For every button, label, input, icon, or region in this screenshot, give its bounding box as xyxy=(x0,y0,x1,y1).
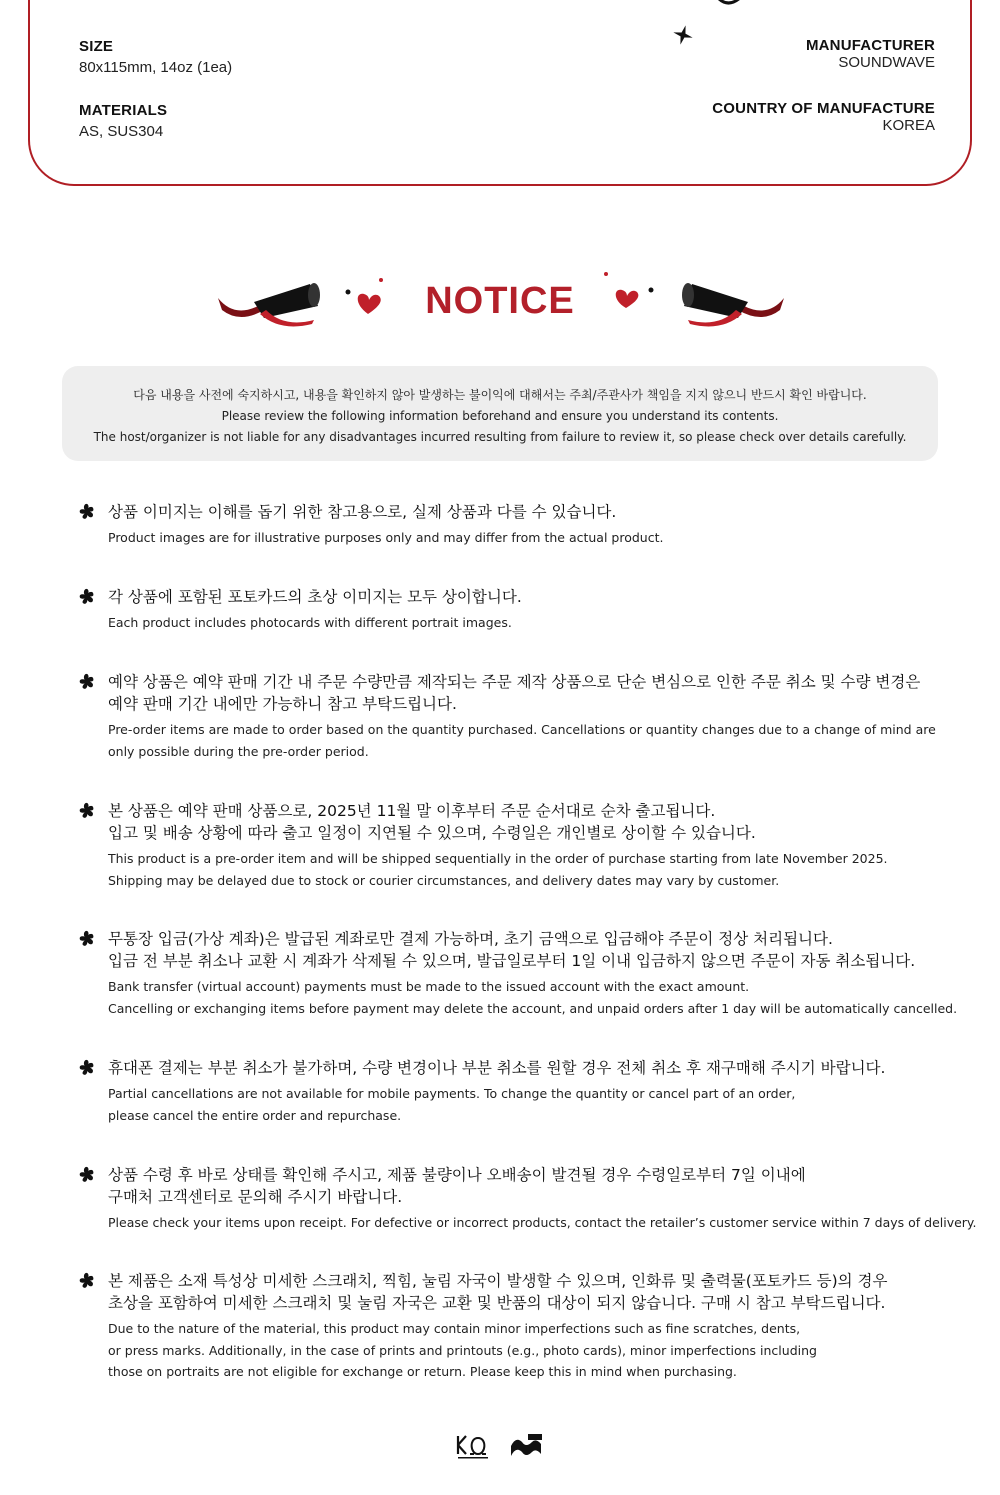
footer-logos xyxy=(0,1432,1000,1462)
notice-intro-box xyxy=(62,366,938,461)
country-label: COUNTRY OF MANUFACTURE xyxy=(712,100,935,117)
item-ko-line: 입금 전 부분 취소나 교환 시 계좌가 삭제될 수 있으며, 발급일로부터 1일 이내 입금하지 않으면 주문이 자동 취소됩니다. xyxy=(108,952,916,970)
item-ko-line: 무통장 입금(가상 계좌)은 발급된 계좌로만 결제 가능하며, 초기 금액으로 입금해야 주문이 정상 처리됩니다. xyxy=(108,930,833,948)
manufacturer-value: SOUNDWAVE xyxy=(838,54,935,71)
flower-bullet-icon xyxy=(78,1166,95,1183)
size-label: SIZE xyxy=(79,38,114,55)
item-en-line: those on portraits are not eligible for exchange or return. Please keep this in mind when purchasing. xyxy=(108,1364,737,1379)
flower-bullet-icon xyxy=(78,1059,95,1076)
intro-en-2: The host/organizer is not liable for any disadvantages incurred resulting from failure to review it, so please check over details carefully. xyxy=(93,430,907,444)
item-en-line: Pre-order items are made to order based on the quantity purchased. Cancellations or quantity changes due to a change of mind are xyxy=(108,722,936,737)
spec-card xyxy=(28,0,972,186)
spec-country xyxy=(712,100,935,134)
item-en-line: Bank transfer (virtual account) payments must be made to the issued account with the exact amount. xyxy=(108,979,750,994)
notice-item-3 xyxy=(78,671,958,762)
notice-item-2 xyxy=(78,586,958,634)
spec-manufacturer xyxy=(806,37,935,71)
item-ko-line: 본 제품은 소재 특성상 미세한 스크래치, 찍힘, 눌림 자국이 발생할 수 있으며, 인화류 및 출력물(포토카드 등)의 경우 xyxy=(108,1272,888,1290)
materials-value: AS, SUS304 xyxy=(79,123,164,140)
decoration-stroke-icon xyxy=(716,0,742,10)
item-ko-line: 초상을 포함하여 미세한 스크래치 및 눌림 자국은 교환 및 반품의 대상이 되지 않습니다. 구매 시 참고 부탁드립니다. xyxy=(108,1294,886,1312)
item-en-line: Cancelling or exchanging items before payment may delete the account, and unpaid orders after 1 day will be automatically cancelled. xyxy=(108,1000,958,1016)
item-ko-line: 본 상품은 예약 판매 상품으로, 2025년 11월 말 이후부터 주문 순서대로 순차 출고됩니다. xyxy=(108,802,716,820)
item-ko-line: 상품 수령 후 바로 상태를 확인해 주시고, 제품 불량이나 오배송이 발견될 경우 수령일로부터 7일 이내에 xyxy=(108,1166,806,1184)
spec-size xyxy=(79,38,232,76)
item-ko-line: 휴대폰 결제는 부분 취소가 불가하며, 수량 변경이나 부분 취소를 원할 경우 전체 취소 후 재구매해 주시기 바랍니다. xyxy=(108,1059,886,1077)
flower-bullet-icon xyxy=(78,673,95,690)
soundwave-logo xyxy=(508,1432,544,1460)
flower-bullet-icon xyxy=(78,1272,95,1289)
item-ko-line: 상품 이미지는 이해를 돕기 위한 참고용으로, 실제 상품과 다를 수 있습니다. xyxy=(108,503,617,521)
item-en-line: or press marks. Additionally, in the case of prints and printouts (e.g., photo cards), minor imperfections including xyxy=(108,1342,817,1358)
intro-en-1: Please review the following information beforehand and ensure you understand its contents. xyxy=(221,409,779,423)
flower-bullet-icon xyxy=(78,802,95,819)
spec-materials xyxy=(79,102,167,140)
item-en-line: Each product includes photocards with different portrait images. xyxy=(108,615,512,630)
item-en-line: Shipping may be delayed due to stock or courier circumstances, and delivery dates may vary by customer. xyxy=(108,872,780,888)
item-en-line: Partial cancellations are not available for mobile payments. To change the quantity or cancel part of an order, xyxy=(108,1086,796,1101)
item-en-line: Product images are for illustrative purposes only and may differ from the actual product. xyxy=(108,530,664,545)
heart-icon xyxy=(604,272,656,312)
item-en-line: This product is a pre-order item and will be shipped sequentially in the order of purchase starting from late November 2025. xyxy=(108,851,888,866)
notice-item-1 xyxy=(78,501,958,549)
sparkle-icon xyxy=(672,24,694,46)
item-en-line: Please check your items upon receipt. For defective or incorrect products, contact the retailer’s customer service within 7 days of delivery. xyxy=(108,1215,977,1230)
notice-header xyxy=(0,268,1000,338)
item-ko-line: 입고 및 배송 상황에 따라 출고 일정이 지연될 수 있으며, 수령일은 개인별로 상이할 수 있습니다. xyxy=(108,824,756,842)
flower-bullet-icon xyxy=(78,588,95,605)
item-en-line: only possible during the pre-order period. xyxy=(108,743,369,759)
country-value: KOREA xyxy=(882,117,935,134)
item-ko-line: 예약 판매 기간 내에만 가능하니 참고 부탁드립니다. xyxy=(108,695,457,713)
item-en-line: please cancel the entire order and repurchase. xyxy=(108,1107,402,1123)
notice-item-6 xyxy=(78,1057,958,1126)
item-ko-line: 각 상품에 포함된 포토카드의 초상 이미지는 모두 상이합니다. xyxy=(108,588,522,606)
materials-label: MATERIALS xyxy=(79,102,168,119)
flower-bullet-icon xyxy=(78,503,95,520)
notice-item-4 xyxy=(78,800,958,891)
horn-icon xyxy=(676,276,788,332)
size-value: 80x115mm, 14oz (1ea) xyxy=(79,59,233,76)
notice-item-5 xyxy=(78,928,958,1019)
notice-item-8 xyxy=(78,1270,958,1383)
kq-entertainment-logo xyxy=(456,1434,492,1460)
item-ko-line: 구매처 고객센터로 문의해 주시기 바랍니다. xyxy=(108,1188,403,1206)
item-ko-line: 예약 상품은 예약 판매 기간 내 주문 수량만큼 제작되는 주문 제작 상품으로 단순 변심으로 인한 주문 취소 및 수량 변경은 xyxy=(108,673,921,691)
manufacturer-label: MANUFACTURER xyxy=(805,37,935,54)
notice-item-7 xyxy=(78,1164,977,1234)
item-en-line: Due to the nature of the material, this product may contain minor imperfections such as fine scratches, dents, xyxy=(108,1321,801,1336)
notice-title: NOTICE xyxy=(425,280,575,322)
flower-bullet-icon xyxy=(78,930,95,947)
intro-ko: 다음 내용을 사전에 숙지하시고, 내용을 확인하지 않아 발생하는 불이익에 대해서는 주최/주관사가 책임을 지지 않으니 반드시 확인 바랍니다. xyxy=(133,388,867,402)
